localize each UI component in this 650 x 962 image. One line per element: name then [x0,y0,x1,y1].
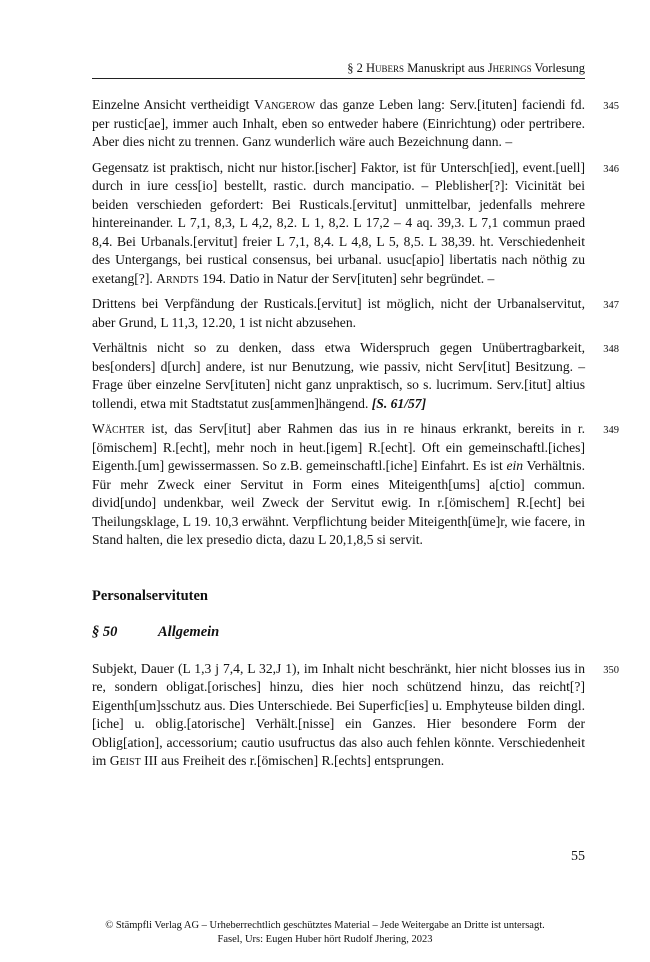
paragraph-347 [92,295,619,332]
page-body [92,96,619,771]
author-name: Wächter [92,421,145,436]
paragraph-text: Verhältnis nicht so zu denken, dass etwa Widerspruch gegen Unübertragbarkeit, bes[onders] d[urch] andere, ist nur Benutzung, wie passiv, nicht Serv[itut] Besitzung. – Frage über einzelne Serv[ituten] nicht ganz unpraktisch, so s. lucrimum. Serv.[itut] altius tollendi, etwa mit Stadtstatut zus[ammen]hängend. [92,340,585,411]
section-heading: Personalservituten [92,587,208,604]
header-rule [92,78,585,79]
paragraph-350 [92,660,619,771]
page-number: 55 [571,849,585,864]
section-number: § 50 [92,623,118,640]
paragraph-349 [92,420,619,550]
author-name: Arndts [156,270,199,286]
header-text: Manuskript aus [404,61,488,75]
subsection-title: Allgemein [158,623,220,640]
footer-copyright: © Stämpfli Verlag AG – Urheberrechtlich geschütztes Material – Jede Weitergabe an Dritte ist untersagt. [105,920,545,931]
paragraph-text: Gegensatz ist praktisch, nicht nur histor.[ischer] Faktor, ist für Untersch[ied], event.[uell] durch in iure cess[io] bestellt, rastic. durch mancipatio. – Pleblisher[?]: Vicinität bei beiden verschieden gefordert: Bei Rusticals.[ervitut] unmittelbar, jedenfalls mehrere hintereinander. L 7,1, 8,3, L 4,2, 8,2. L 1, 8,2. L 17,2 – 4 aq. 39,3. L 7,1 commun praed 8,4. Bei Urbanals.[ervitut] freier L 7,1, 8,4. L 4,8, L 5, 8,5. L 38,39. ht. Verschiedenheit des Untergangs, bei rustical consensus, bei urbanal. usuc[apio] libertatis nach nöthig zu exetang[?]. [92,159,585,286]
paragraph-text: Verhältnis. Für mehr Zweck einer Servitut in Form eines Miteigenth[ums] a[ctio] commun. divid[undo] undenkbar, weil Zweck der Servitut ewig. In r.[ömischem] R.[echt] bei Theilungsklage, L 19. 10,3 erwähnt. Verpflichtung beider Miteigenth[üme]r, wie facere, in Stand halten, die lex presedio dicta, dazu L 20,1,8,5 si servit. [92,458,585,547]
page-reference: [S. 61/57] [371,395,427,411]
margin-number: 350 [603,664,619,676]
paragraph-text: Einzelne Ansicht vertheidigt [92,97,255,112]
paragraph-346 [92,159,619,289]
paragraph-348 [92,339,619,413]
margin-number: 348 [603,344,619,355]
subsection-heading [92,622,585,642]
work-title: Geist [109,753,141,768]
paragraph-text: III aus Freiheit des r.[ömischen] R.[echts] entsprungen. [140,753,445,768]
copyright-footer [0,919,650,947]
header-lecturer-name: Jherings [487,61,532,75]
margin-number: 346 [603,163,619,175]
running-header [92,61,585,76]
paragraph-345 [92,96,619,152]
footer-citation: Fasel, Urs: Eugen Huber hört Rudolf Jhering, 2023 [217,934,433,945]
paragraph-text: ist, das Serv[itut] aber Rahmen das ius in re hinaus erkrankt, bereits in r.[ömischem] R.[echt], mehr noch in heut.[igem] R.[echt]. Oft ein gemeinschaftl.[iches] Eigenth.[um] gewissermassen. So z.B. gemeinschaftl.[iche] Einfahrt. Es ist [92,421,585,473]
paragraph-text: das ganze Leben lang: Serv.[ituten] faciendi fd. per rustic[ae], immer auch Inhalt, eben so entweder habere (Einrichtung) oder pertribere. Aber dies nicht zu trennen. Ganz wunderlich wäre auch Bezeichnung dann. – [92,97,585,149]
paragraph-text: Subjekt, Dauer (L 1,3 j 7,4, L 32,J 1), im Inhalt nicht beschränkt, hier nicht blosses ius in re, sondern obligat.[orisches] hinzu, dies hier noch schützend hinzu, das reicht[?] Eigenth[um]sschutz aus. Dies Unterschiede. Bei Superfic[ies] u. Emphyteuse bilden dingl.[iche] u. oblig.[atorische] Verhält.[nisse] ein Ganzes. Hier besondere Form der Oblig[ation], accessorium; cautio usufructus das also auch fehlen könnte. Verschiedenheit im [92,660,585,768]
paragraph-text: Drittens bei Verpfändung der Rusticals.[ervitut] ist möglich, nicht der Urbanalservitut, aber Grund, L 11,3, 12.20, 1 ist nicht abzusehen. [92,296,585,330]
header-text-end: Vorlesung [531,61,585,75]
author-name: Vangerow [254,97,316,112]
margin-number: 347 [603,300,619,311]
emphasis: ein [506,458,524,473]
paragraph-text: 194. Datio in Natur der Serv[ituten] sehr begründet. – [198,270,495,286]
header-section: § 2 [347,61,367,75]
header-author-name: Hubers [366,61,405,75]
margin-number: 349 [603,425,619,436]
margin-number: 345 [603,101,619,112]
